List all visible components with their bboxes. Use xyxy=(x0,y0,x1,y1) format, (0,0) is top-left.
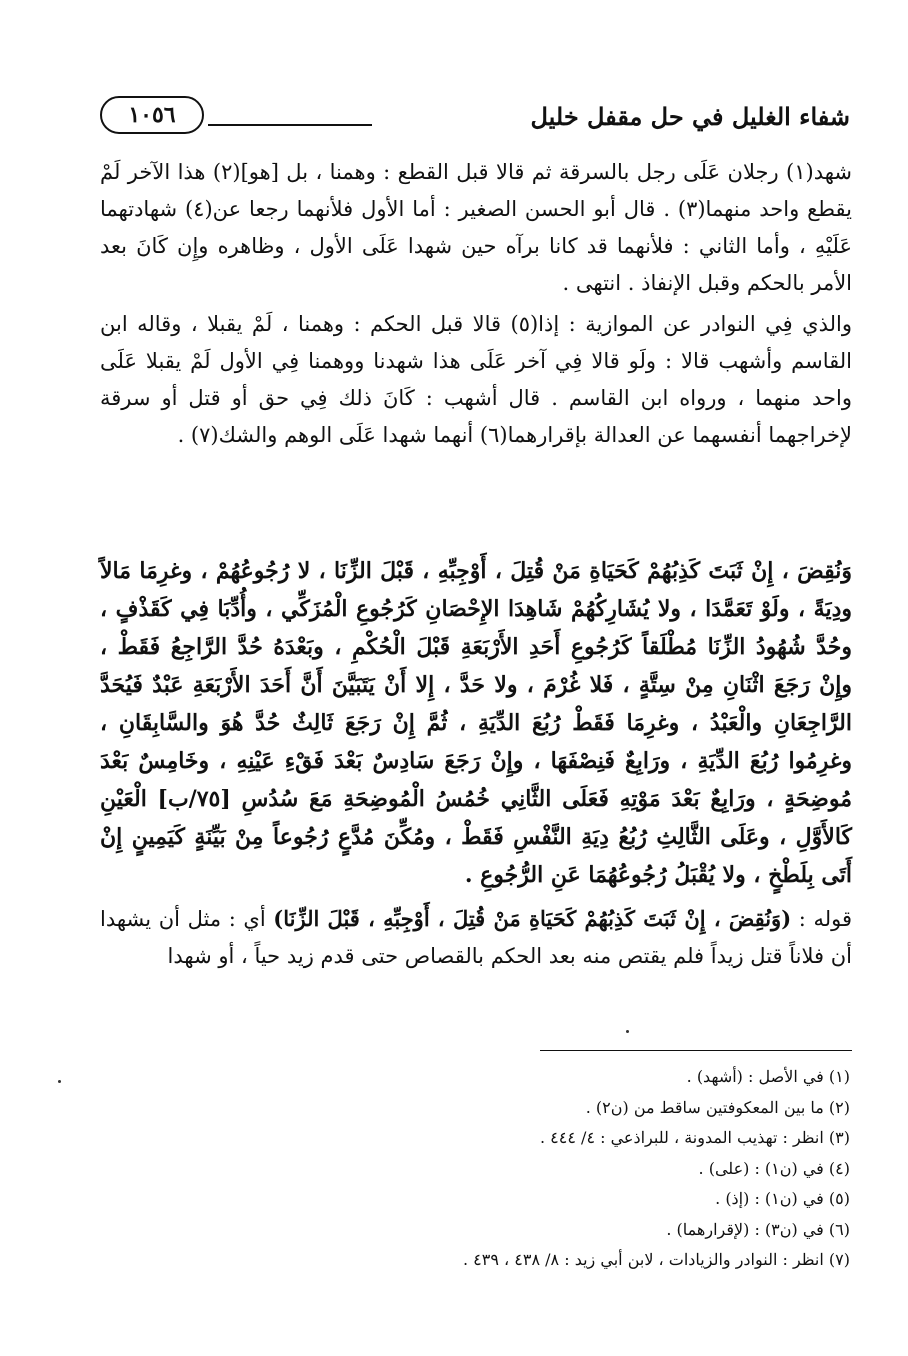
footnote-5: (٥) في (ن١) : (إذ) . xyxy=(715,1189,850,1208)
book-title: شفاء الغليل في حل مقفل خليل xyxy=(530,102,850,131)
commentary-lead: قوله : xyxy=(791,907,852,931)
footnote-separator xyxy=(540,1050,852,1051)
running-header xyxy=(100,96,852,146)
commentary-quote: (وَنُقِضَ ، إِنْ ثَبَتَ كَذِبُهُمْ كَحَيَاةِ مَنْ قُتِلَ ، أَوْجِبِّهِ ، قَبْلَ الزِّنَا) xyxy=(273,906,792,931)
footnote-3: (٣) انظر : تهذيب المدونة ، للبراذعي : ٤/ ٤٤٤ . xyxy=(540,1128,850,1147)
header-rule xyxy=(208,124,372,126)
footnote-7: (٧) انظر : النوادر والزيادات ، لابن أبي زيد : ٨/ ٤٣٨ ، ٤٣٩ . xyxy=(462,1250,850,1269)
commentary-block xyxy=(100,900,852,975)
scan-speck xyxy=(58,1080,61,1083)
footnote-4: (٤) في (ن١) : (على) . xyxy=(698,1158,850,1178)
footnote-6: (٦) في (ن٣) : (لإقرارهما) . xyxy=(666,1219,850,1239)
commentary-rest: أي : مثل أن يشهدا أن فلاناً قتل زيداً فلم يقتص منه بعد الحكم بالقصاص حتى قدم زيد حياً ، أو شهدا xyxy=(100,907,852,968)
scan-speck xyxy=(626,1030,629,1033)
paragraph-1: شهد(١) رجلان عَلَى رجل بالسرقة ثم قالا قبل القطع : وهمنا ، بل [هو](٢) هذا الآخر لَمْ يقطع واحد منهما(٣) . قال أبو الحسن الصغير : أما الأول فلأنهما رجعا عن(٤) شهادتهما عَلَيْهِ ، وأما الثاني : فلأنهما قد كانا برآه حين شهدا عَلَى الأول ، وظاهره وإِن كَانَ بعد الأمر بالحكم وقبل الإنفاذ . انتهى . xyxy=(100,160,852,295)
matn-text: وَنُقِضَ ، إِنْ ثَبَتَ كَذِبُهُمْ كَحَيَاةِ مَنْ قُتِلَ ، أَوْجِبِّهِ ، قَبْلَ الزِّنَا ، لا رُجُوعُهُمْ ، وغرِمَا مَالاً ودِيَةً ، ولَوْ تَعَمَّدَا ، ولا يُشَارِكُهُمْ شَاهِدَا الإِحْصَانِ كَرُجُوعِ الْمُزَكِّي ، وأُدِّبَا فِي كَقَذْفٍ ، وحُدَّ شُهُودُ الزِّنَا مُطْلَقاً كَرُجُوعِ أَحَدِ الأَرْبَعَةِ قَبْلَ الْحُكْمِ ، وبَعْدَهُ حُدَّ الرَّاجِعُ فَقَطْ ، وإِنْ رَجَعَ اثْنَانِ مِنْ سِتَّةٍ ، فَلا غُرْمَ ، ولا حَدَّ ، إِلا أَنْ يَتَبَيَّنَ أَنَّ أَحَدَ الأَرْبَعَةِ عَبْدٌ فَيُحَدَّ الرَّاجِعَانِ والْعَبْدُ ، وغرِمَا فَقَطْ رُبُعَ الدِّيَةِ ، ثُمَّ إِنْ رَجَعَ ثَالِثٌ حُدَّ هُوَ والسَّابِقَانِ ، وغرِمُوا رُبُعَ الدِّيَةِ ، ورَابِعٌ فَنِصْفَهَا ، وإِنْ رَجَعَ سَادِسٌ بَعْدَ فَقْءِ عَيْنِهِ ، وخَامِسٌ بَعْدَ مُوضِحَةٍ ، ورَابِعٌ بَعْدَ مَوْتِهِ فَعَلَى الثَّانِي خُمُسُ الْمُوضِحَةِ مَعَ سُدُسِ [٧٥/ب] الْعَيْنِ كَالأَوَّلِ ، وعَلَى الثَّالِثِ رُبُعُ دِيَةِ النَّفْسِ فَقَطْ ، ومُكِّنَ مُدَّعٍ رُجُوعاً مِنْ بَيِّنَةٍ كَيَمِينٍ إِنْ أَتَى بِلَطْخٍ ، ولا يُقْبَلُ رُجُوعُهُمَا عَنِ الرُّجُوعِ . xyxy=(100,558,853,888)
commentary-paragraph xyxy=(100,900,852,975)
page-number: ١٠٥٦ xyxy=(128,102,176,128)
footnote-2: (٢) ما بين المعكوفتين ساقط من (ن٢) . xyxy=(585,1097,850,1117)
opening-paragraphs xyxy=(100,154,852,454)
paragraph-2: والذي فِي النوادر عن الموازية : إذا(٥) قالا قبل الحكم : وهمنا ، لَمْ يقبلا ، وقاله ابن القاسم وأشهب قالا : ولَو قالا فِي آخر عَلَى هذا شهدنا ووهمنا فِي الأول لَمْ يقبلا عَلَى واحد منهما ، ورواه ابن القاسم . قال أشهب : كَانَ ذلك فِي حق أو قتل أو سرقة لإخراجهما أنفسهما عن العدالة بإقرارهما(٦) أنهما شهدا عَلَى الوهم والشك(٧) . xyxy=(100,312,853,447)
footnotes xyxy=(290,1062,850,1276)
footnote-1: (١) في الأصل : (أشهد) . xyxy=(686,1067,850,1086)
page-number-badge xyxy=(100,96,204,134)
matn-block xyxy=(100,552,852,894)
